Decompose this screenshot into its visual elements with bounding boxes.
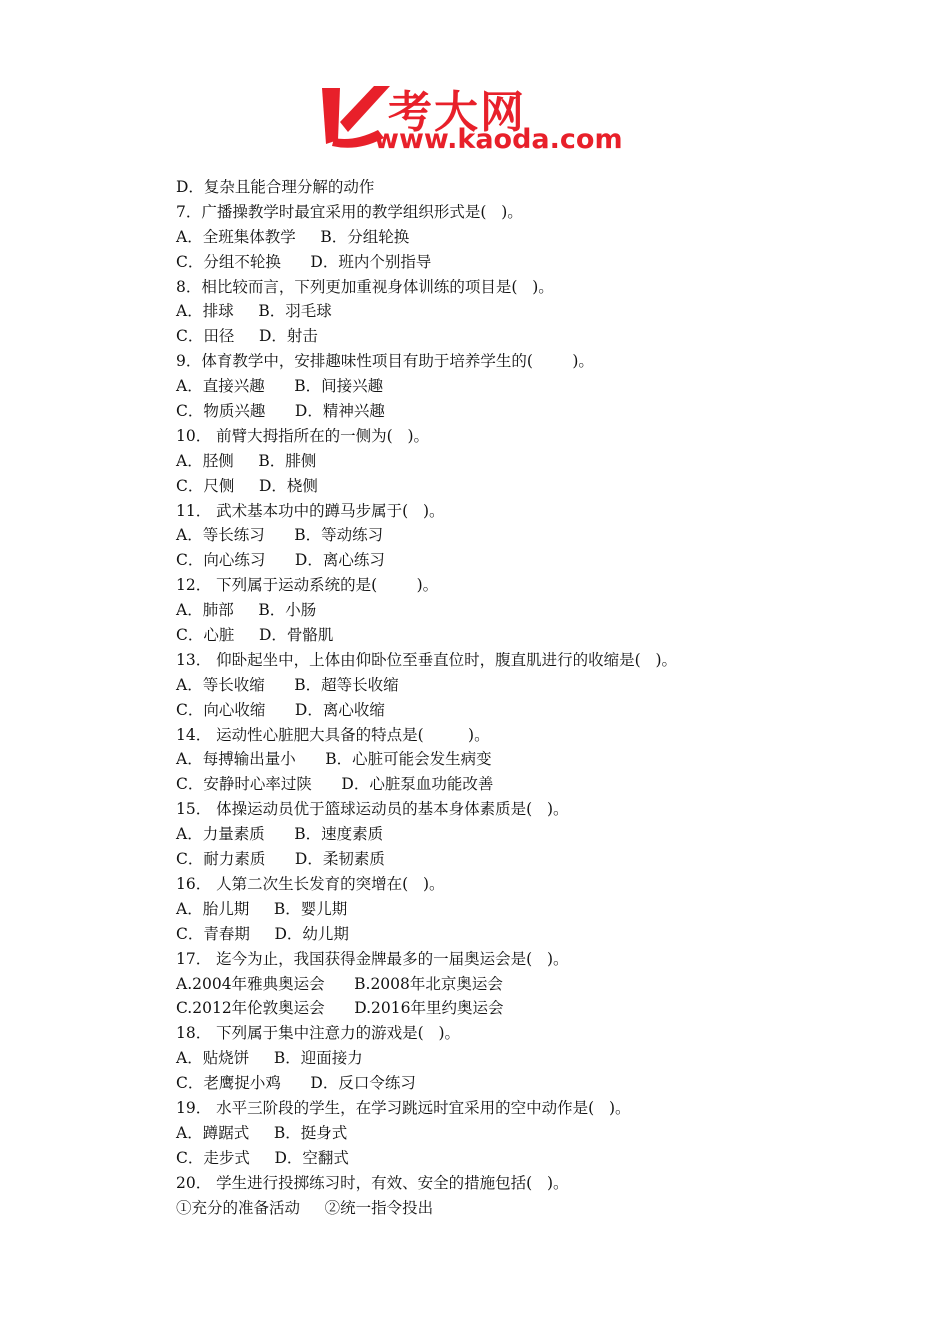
- text-line: 14． 运动性心脏肥大具备的特点是( )。: [176, 725, 490, 744]
- text-line: 18． 下列属于集中注意力的游戏是( )。: [176, 1024, 461, 1043]
- text-line: C．心脏 D．骨骼肌: [176, 626, 334, 645]
- text-line: A．胎儿期 B．婴儿期: [176, 899, 348, 918]
- text-line: A．全班集体教学 B．分组轮换: [176, 227, 410, 246]
- text-line: C．老鹰捉小鸡 D．反口令练习: [176, 1074, 416, 1093]
- text-line: 10． 前臂大拇指所在的一侧为( )。: [176, 426, 430, 445]
- text-line: 19． 水平三阶段的学生，在学习跳远时宜采用的空中动作是( )。: [176, 1098, 631, 1117]
- text-line: C．耐力素质 D．柔韧素质: [176, 850, 385, 869]
- text-line: C．向心练习 D．离心练习: [176, 551, 385, 570]
- text-line: C．走步式 D．空翻式: [176, 1148, 349, 1167]
- text-line: A．直接兴趣 B．间接兴趣: [176, 377, 384, 396]
- text-line: 9．体育教学中，安排趣味性项目有助于培养学生的( )。: [176, 352, 594, 371]
- text-line: 11． 武术基本功中的蹲马步属于( )。: [176, 501, 445, 520]
- text-line: A．等长收缩 B．超等长收缩: [176, 675, 399, 694]
- text-line: C．向心收缩 D．离心收缩: [176, 700, 385, 719]
- text-line: A．排球 B．羽毛球: [176, 302, 332, 321]
- text-line: 20． 学生进行投掷练习时，有效、安全的措施包括( )。: [176, 1173, 569, 1192]
- text-line: 7．广播操教学时最宜采用的教学组织形式是( )。: [176, 202, 523, 221]
- text-line: 8．相比较而言，下列更加重视身体训练的项目是( )。: [176, 277, 554, 296]
- text-line: C．安静时心率过陕 D．心脏泵血功能改善: [176, 775, 494, 794]
- text-line: A．力量素质 B．速度素质: [176, 825, 384, 844]
- text-line: D．复杂且能合理分解的动作: [176, 178, 375, 196]
- logo-title: 考大网: [388, 87, 526, 138]
- kaoda-logo: [318, 82, 640, 162]
- text-line: C.2012年伦敦奥运会 D.2016年里约奥运会: [176, 999, 504, 1018]
- text-line: 17． 迄今为止，我国获得金牌最多的一届奥运会是( )。: [176, 949, 569, 968]
- logo-url: www.kaoda.com: [374, 124, 623, 155]
- text-line: A．蹲踞式 B．挺身式: [176, 1123, 348, 1142]
- text-line: C．青春期 D．幼儿期: [176, 924, 349, 943]
- text-line: 15． 体操运动员优于篮球运动员的基本身体素质是( )。: [176, 800, 569, 819]
- text-line: 13． 仰卧起坐中，上体由仰卧位至垂直位时，腹直肌进行的收缩是( )。: [176, 650, 678, 669]
- text-line: 12． 下列属于运动系统的是( )。: [176, 576, 439, 595]
- text-line: C．尺侧 D．桡侧: [176, 476, 318, 495]
- text-line: C．分组不轮换 D．班内个别指导: [176, 252, 432, 271]
- text-line: A．肺部 B．小肠: [176, 601, 317, 620]
- text-line: A．贴烧饼 B．迎面接力: [176, 1049, 363, 1068]
- text-line: 16． 人第二次生长发育的突增在( )。: [176, 874, 445, 893]
- text-line: A．等长练习 B．等动练习: [176, 526, 384, 545]
- text-line: C．物质兴趣 D．精神兴趣: [176, 402, 385, 421]
- text-line: A．每搏输出量小 B．心脏可能会发生病变: [176, 750, 492, 769]
- text-line: ①充分的准备活动 ②统一指令投出: [176, 1198, 434, 1217]
- text-line: A.2004年雅典奥运会 B.2008年北京奥运会: [176, 974, 503, 993]
- question-list: [176, 175, 896, 1220]
- text-line: C．田径 D．射击: [176, 327, 318, 346]
- text-line: A．胫侧 B．腓侧: [176, 451, 317, 470]
